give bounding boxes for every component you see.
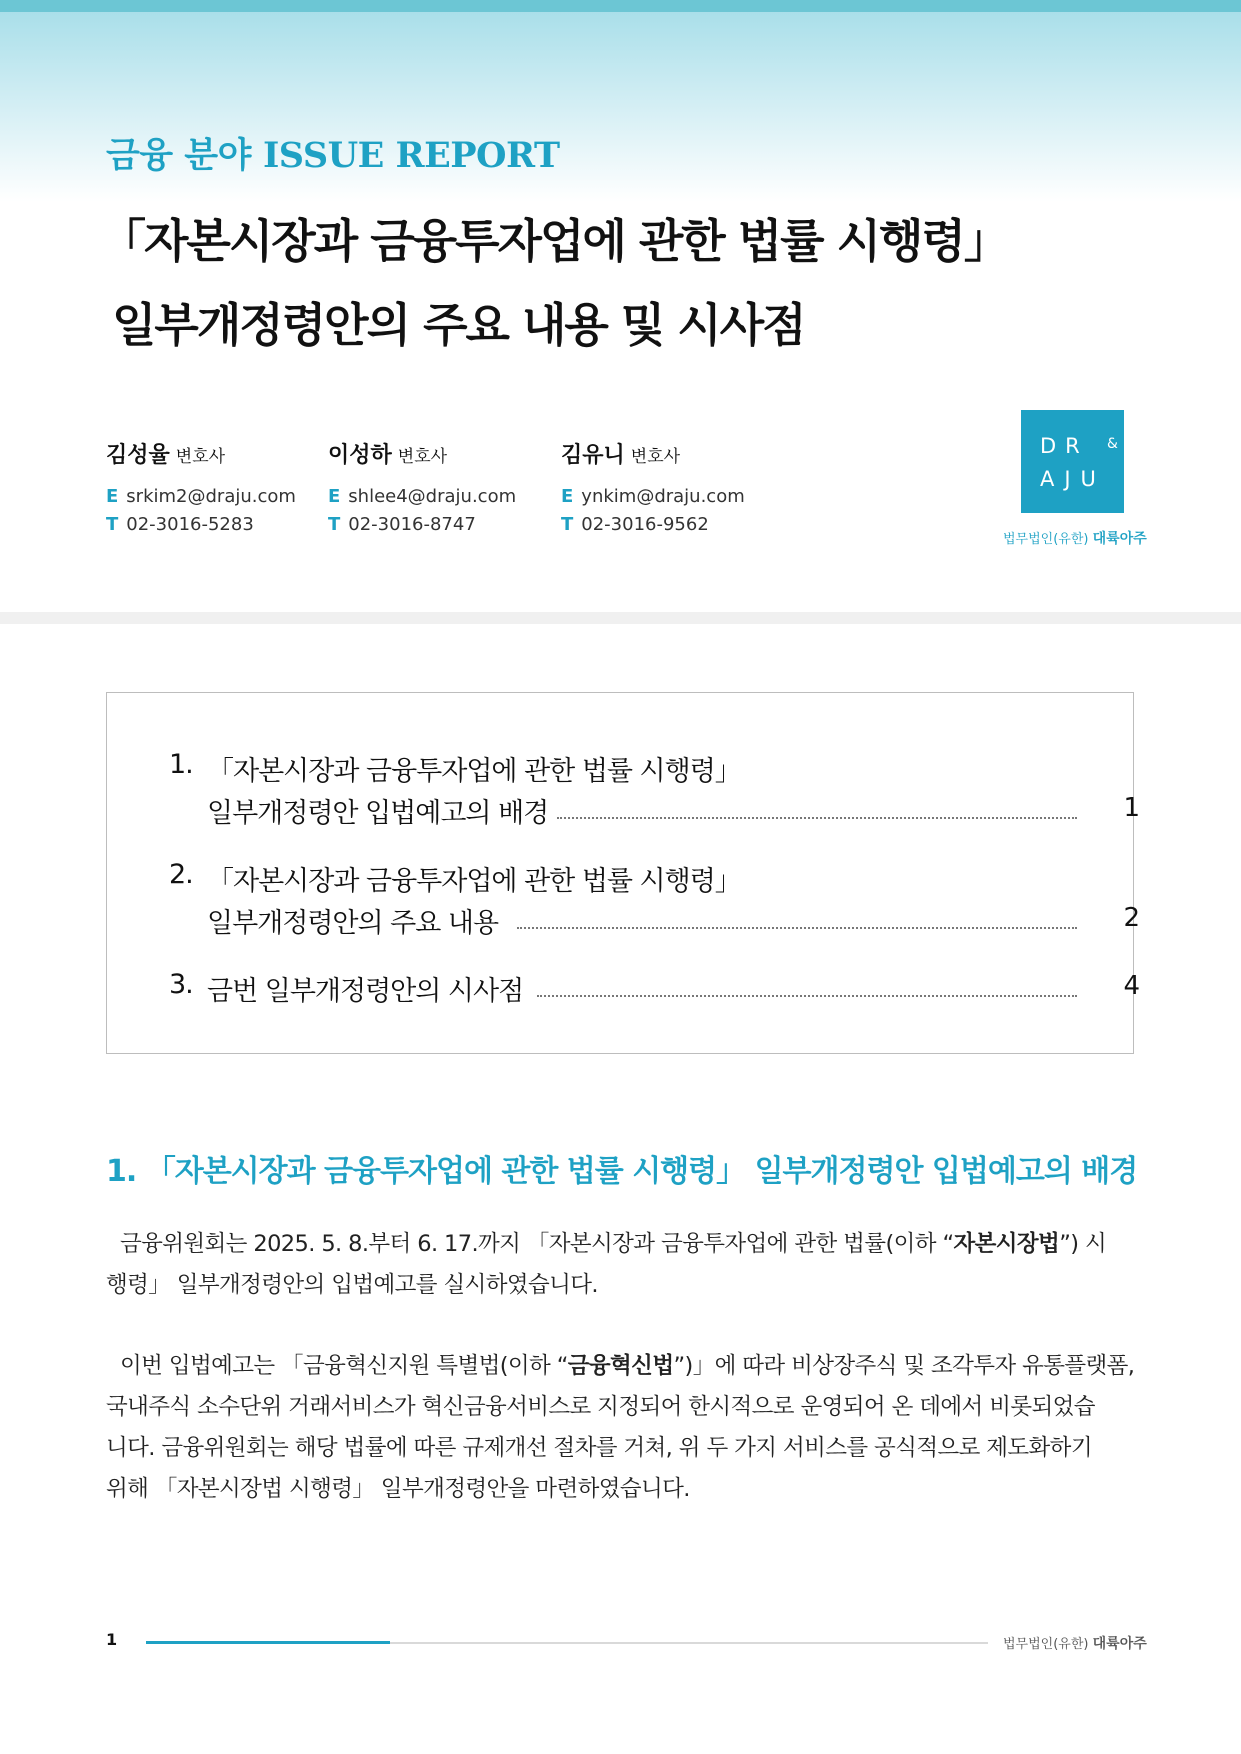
firm-name-under-logo: 법무법인(유한) 대륙아주 <box>1003 531 1147 547</box>
author-email[interactable]: shlee4@draju.com <box>348 486 517 507</box>
author-name: 김유니 변호사 <box>561 443 681 468</box>
paragraph: 금융위원회는 2025. 5. 8.부터 6. 17.까지 「자본시장과 금융투자업에 관한 법률(이하 “자본시장법”) 시 행령」 일부개정령안의 입법예고를 실시하였습니다. <box>106 1231 1107 1298</box>
author-email[interactable]: srkim2@draju.com <box>126 486 296 507</box>
report-title-line2: 일부개정령안의 주요 내용 및 시사점 <box>112 298 805 352</box>
toc-item[interactable]: 3. 금번 일부개정령안의 시사점 4 <box>169 969 1139 1007</box>
category-prefix: 금융 분야 <box>106 136 251 176</box>
top-accent-bar <box>0 0 1241 12</box>
author-email[interactable]: ynkim@draju.com <box>581 486 745 507</box>
author-name: 이성하 변호사 <box>328 443 448 468</box>
toc-page-number: 1 <box>1123 793 1139 823</box>
table-of-contents <box>106 692 1139 1054</box>
footer-firm-name: 법무법인(유한) 대륙아주 <box>1003 1636 1147 1652</box>
report-category <box>106 128 560 178</box>
firm-logo: DR & AJU <box>1021 410 1124 513</box>
toc-leader <box>517 927 1077 929</box>
section-heading: 1. 「자본시장과 금융투자업에 관한 법률 시행령」 일부개정령안 입법예고의 배경 <box>106 1154 1138 1189</box>
category-suffix: ISSUE REPORT <box>262 135 560 176</box>
author-phone: 02-3016-8747 <box>348 514 476 535</box>
report-title-line1: 「자본시장과 금융투자업에 관한 법률 시행령」 <box>100 214 1008 268</box>
toc-leader <box>537 995 1077 997</box>
toc-item[interactable]: 2. 「자본시장과 금융투자업에 관한 법률 시행령」 일부개정령안의 주요 내용 2 <box>169 859 1139 939</box>
author-card: 김성율 변호사 E srkim2@draju.com T 02-3016-5283 <box>106 438 296 539</box>
author-name: 김성율 변호사 <box>106 443 226 468</box>
toc-page-number: 2 <box>1123 903 1139 933</box>
author-phone: 02-3016-5283 <box>126 514 254 535</box>
toc-leader <box>557 817 1077 819</box>
author-card: 김유니 변호사 E ynkim@draju.com T 02-3016-9562 <box>561 438 745 539</box>
header-banner <box>0 0 1241 612</box>
section-divider <box>0 612 1241 624</box>
paragraph: 이번 입법예고는 「금융혁신지원 특별법(이하 “금융혁신법”)」에 따라 비상장주식 및 조각투자 유통플랫폼, 국내주식 소수단위 거래서비스가 혁신금융서비스로 지정되어 한시적으로 운영되어 온 데에서 비롯되었습 니다. 금융위원회는 해당 법률에 따른 규제개선 절차를 거쳐, 위 두 가지 서비스를 공식적으로 제도화하기 위해 「자본시장법 시행령」 일부개정령안을 마련하였습니다. <box>106 1353 1135 1502</box>
author-card: 이성하 변호사 E shlee4@draju.com T 02-3016-8747 <box>328 438 516 539</box>
toc-item[interactable]: 1. 「자본시장과 금융투자업에 관한 법률 시행령」 일부개정령안 입법예고의 배경 1 <box>169 749 1139 829</box>
author-phone: 02-3016-9562 <box>581 514 709 535</box>
page-number: 1 <box>106 1630 118 1649</box>
toc-page-number: 4 <box>1123 971 1139 1001</box>
footer-rule-accent <box>146 1641 390 1644</box>
